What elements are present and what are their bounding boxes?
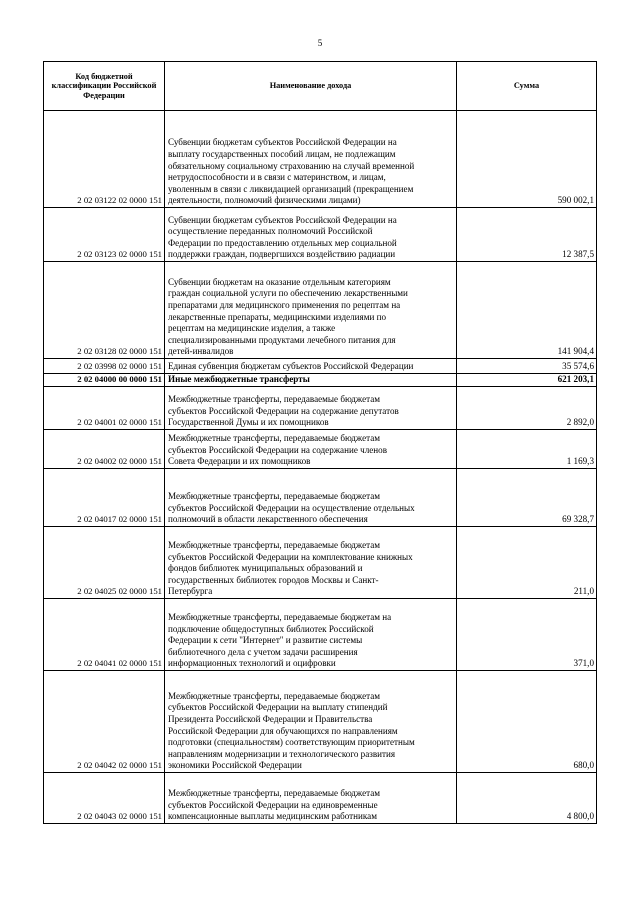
budget-code-cell: 2 02 04001 02 0000 151 <box>44 387 165 430</box>
revenue-name-text: Межбюджетные трансферты, передаваемые бюджетам субъектов Российской Федерации на комплектование книжных фондов библиотек муниципальных образований и государственных библиотек городов Москвы и Санкт- Петербурга <box>168 540 413 597</box>
revenue-name-text: Межбюджетные трансферты, передаваемые бюджетам субъектов Российской Федерации на содержание депутатов Государственной Думы и их помощников <box>168 394 399 428</box>
budget-code-cell: 2 02 04041 02 0000 151 <box>44 599 165 671</box>
revenue-name-cell <box>165 671 457 773</box>
table-row <box>44 599 597 671</box>
revenue-name-cell <box>165 527 457 599</box>
table-row <box>44 387 597 430</box>
revenue-name-text: Межбюджетные трансферты, передаваемые бюджетам субъектов Российской Федерации на единовременные компенсационные выплаты медицинским работникам <box>168 788 380 822</box>
revenue-name-text: Субвенции бюджетам на оказание отдельным категориям граждан социальной услуги по обеспечению лекарственными препаратами для медицинского применения по рецептам на лекарственные препараты, медицинскими изделиями по рецептам на медицинские изделия, а также специализированными продуктами лечебного питания для детей-инвалидов <box>168 276 408 357</box>
revenue-name-cell <box>165 111 457 208</box>
table-row <box>44 374 597 387</box>
table-row <box>44 469 597 527</box>
amount-cell: 2 892,0 <box>457 387 597 430</box>
budget-code-cell: 2 02 04000 00 0000 151 <box>44 374 165 387</box>
budget-code-cell: 2 02 03122 02 0000 151 <box>44 111 165 208</box>
revenue-name-cell <box>165 430 457 469</box>
amount-cell: 141 904,4 <box>457 262 597 359</box>
amount-cell: 12 387,5 <box>457 208 597 262</box>
table-row <box>44 527 597 599</box>
amount-cell: 680,0 <box>457 671 597 773</box>
budget-code-cell: 2 02 04043 02 0000 151 <box>44 773 165 824</box>
amount-cell: 69 328,7 <box>457 469 597 527</box>
amount-cell: 1 169,3 <box>457 430 597 469</box>
header-sum: Сумма <box>457 62 597 111</box>
table-row <box>44 430 597 469</box>
budget-code-cell: 2 02 03123 02 0000 151 <box>44 208 165 262</box>
revenue-name-text: Межбюджетные трансферты, передаваемые бюджетам субъектов Российской Федерации на выплату стипендий Президента Российской Федерации и Правительства Российской Федерации для обучающихся по направлениям подготовки (специальностям) соответствующим приоритетным направлениям модернизации и технологического развития экономики Российской Федерации <box>168 690 415 771</box>
revenue-name-cell <box>165 262 457 359</box>
revenue-name-text: Иные межбюджетные трансферты <box>168 374 310 385</box>
table-row <box>44 262 597 359</box>
revenue-name-text: Субвенции бюджетам субъектов Российской Федерации на выплату государственных пособий лицам, не подлежащим обязательному социальному страхованию на случай временной нетрудоспособности и в связи с материнством, и лицам, уволенным в связи с ликвидацией организаций (прекращением деятельности, полномочий физическими лицами) <box>168 137 415 206</box>
revenue-name-cell <box>165 208 457 262</box>
table-row <box>44 111 597 208</box>
budget-code-cell: 2 02 04042 02 0000 151 <box>44 671 165 773</box>
table-row <box>44 773 597 824</box>
revenue-name-cell <box>165 374 457 387</box>
table-header-row <box>44 62 597 111</box>
amount-cell: 4 800,0 <box>457 773 597 824</box>
page-number: 5 <box>317 38 323 48</box>
revenue-name-cell <box>165 469 457 527</box>
table-row <box>44 359 597 374</box>
header-name: Наименование дохода <box>165 62 457 111</box>
header-code: Код бюджетной классификации Российской Федерации <box>44 62 165 111</box>
budget-code-cell: 2 02 03998 02 0000 151 <box>44 359 165 374</box>
amount-cell: 35 574,6 <box>457 359 597 374</box>
revenue-name-text: Межбюджетные трансферты, передаваемые бюджетам субъектов Российской Федерации на содержание членов Совета Федерации и их помощников <box>168 433 387 467</box>
revenue-table <box>43 61 597 824</box>
amount-cell: 211,0 <box>457 527 597 599</box>
revenue-name-cell <box>165 599 457 671</box>
amount-cell: 590 002,1 <box>457 111 597 208</box>
amount-cell: 371,0 <box>457 599 597 671</box>
budget-code-cell: 2 02 03128 02 0000 151 <box>44 262 165 359</box>
revenue-name-text: Межбюджетные трансферты, передаваемые бюджетам на подключение общедоступных библиотек Российской Федерации к сети "Интернет" и развитие системы библиотечного дела с учетом задачи расширения информационных технологий и оцифровки <box>168 612 392 669</box>
budget-code-cell: 2 02 04025 02 0000 151 <box>44 527 165 599</box>
table-row <box>44 208 597 262</box>
revenue-name-cell <box>165 387 457 430</box>
table-row <box>44 671 597 773</box>
amount-cell: 621 203,1 <box>457 374 597 387</box>
revenue-name-text: Межбюджетные трансферты, передаваемые бюджетам субъектов Российской Федерации на осуществление отдельных полномочий в области лекарственного обеспечения <box>168 491 415 525</box>
budget-code-cell: 2 02 04017 02 0000 151 <box>44 469 165 527</box>
revenue-name-cell <box>165 359 457 374</box>
revenue-name-cell <box>165 773 457 824</box>
budget-code-cell: 2 02 04002 02 0000 151 <box>44 430 165 469</box>
revenue-name-text: Единая субвенция бюджетам субъектов Российской Федерации <box>168 361 414 372</box>
revenue-name-text: Субвенции бюджетам субъектов Российской Федерации на осуществление переданных полномочий Российской Федерации по предоставлению отдельных мер социальной поддержки граждан, подвергшихся воздействию радиации <box>168 214 397 260</box>
